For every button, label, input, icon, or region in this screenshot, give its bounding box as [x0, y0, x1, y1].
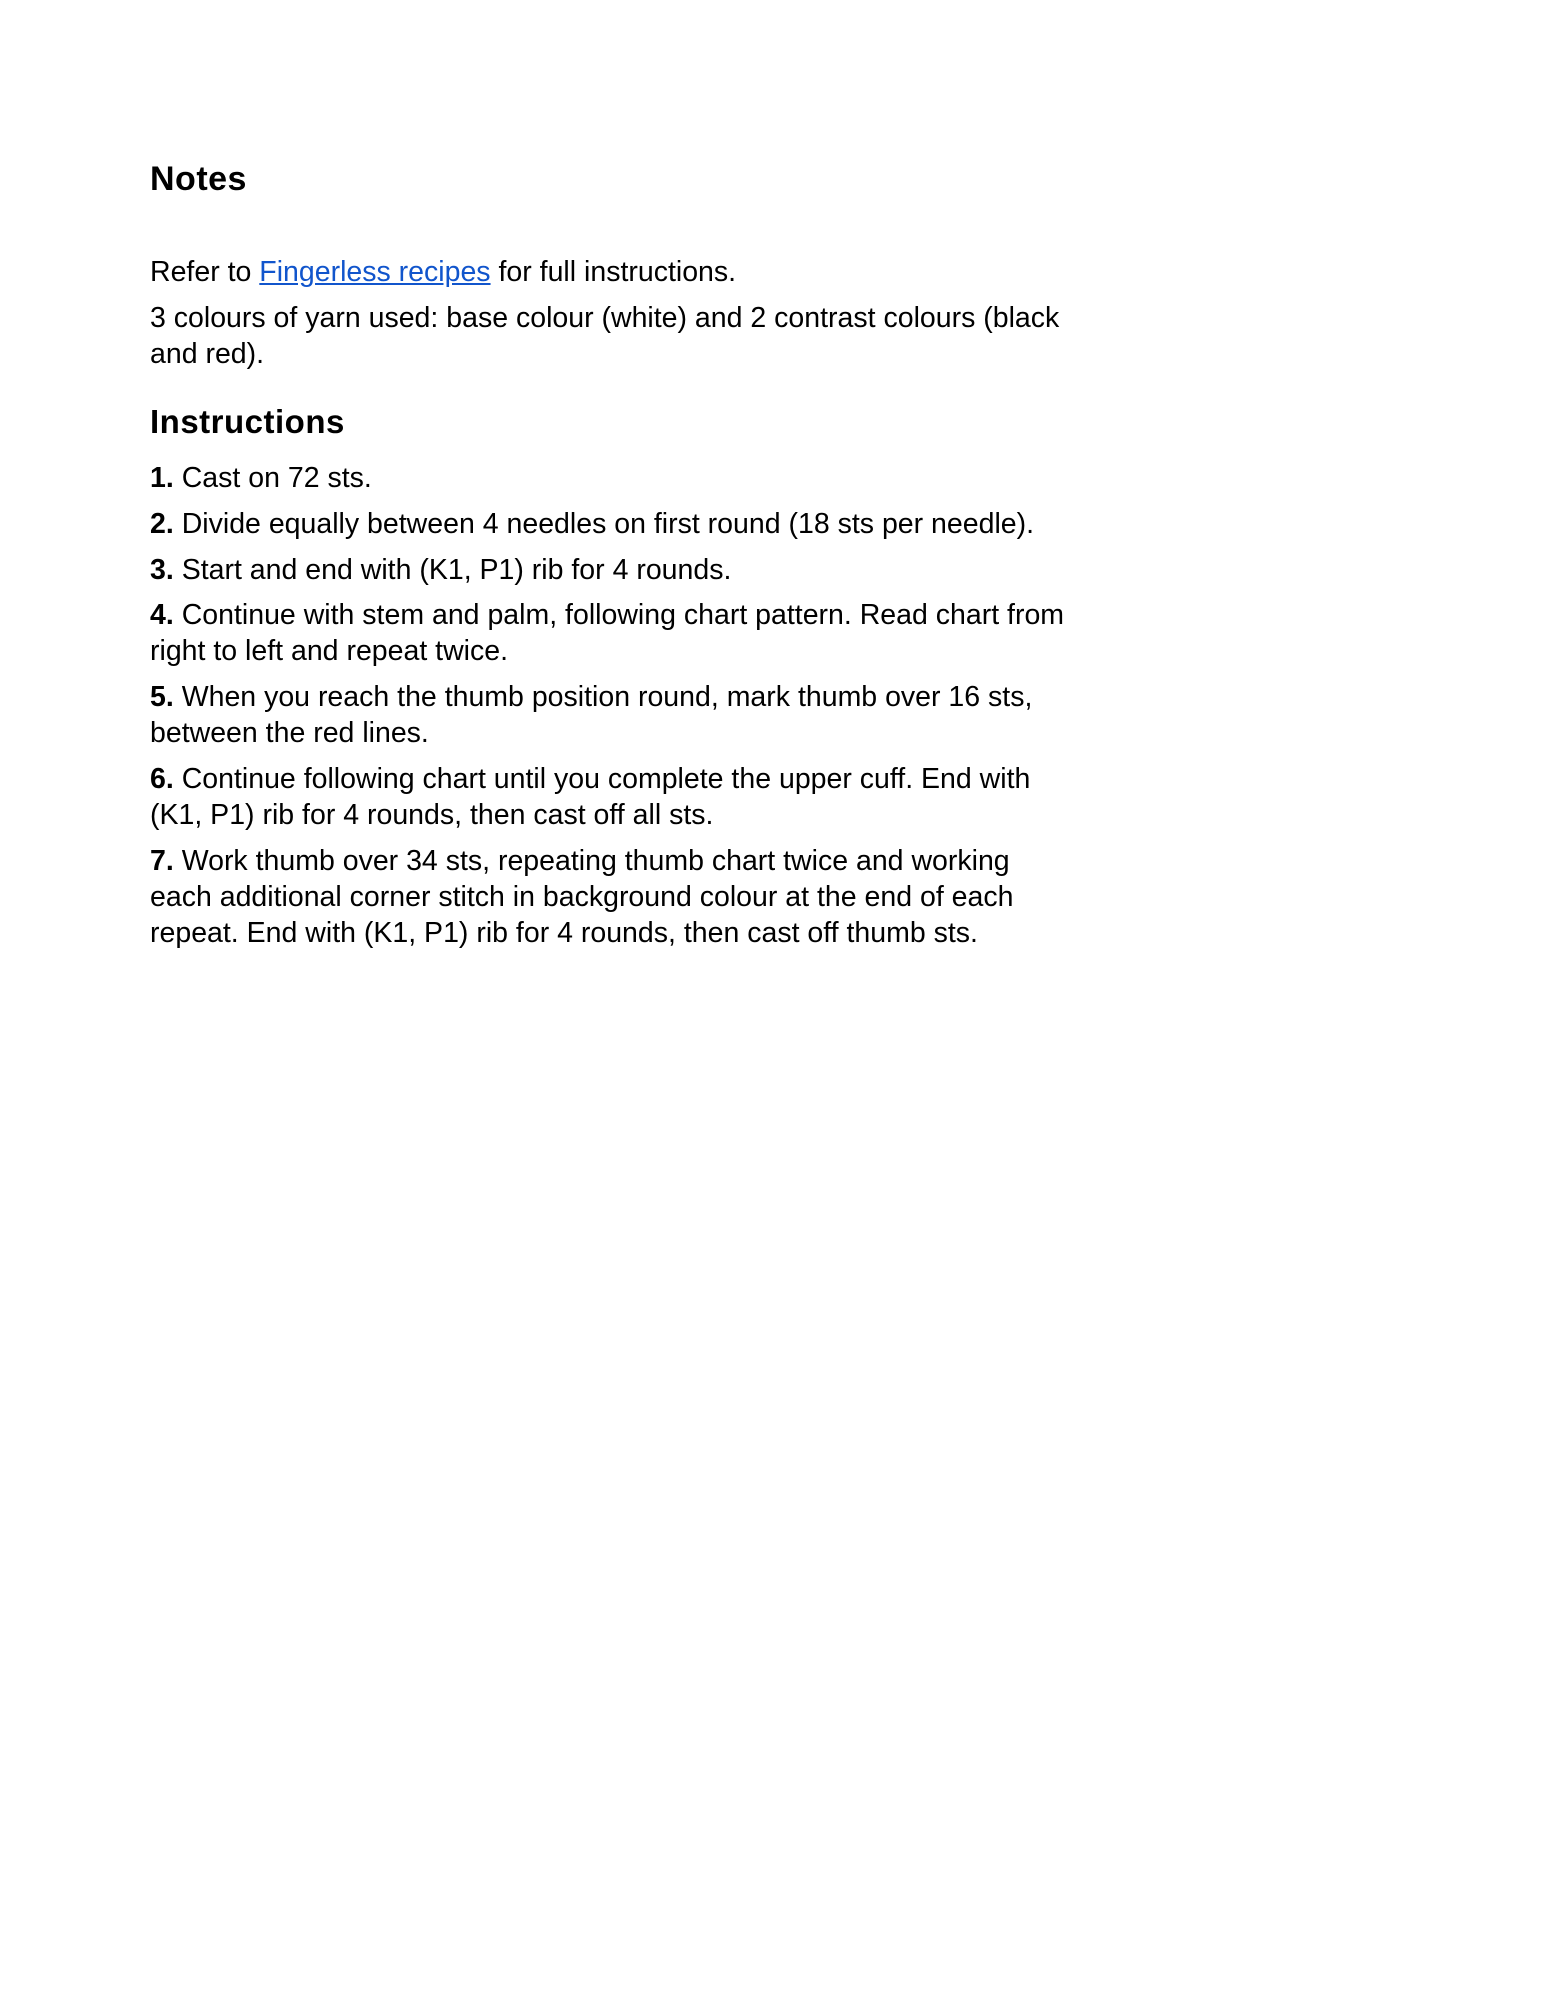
step-text: Continue with stem and palm, following chart pattern. Read chart from right to left and repeat twice. — [150, 599, 1065, 668]
step-text: Work thumb over 34 sts, repeating thumb chart twice and working each additional corner stitch in background colour at the end of each repeat. End with (K1, P1) rib for 4 rounds, then cast off thumb sts. — [150, 844, 1014, 949]
step-text: When you reach the thumb position round, mark thumb over 16 sts, between the red lines. — [150, 681, 1033, 750]
yarn-note-paragraph: 3 colours of yarn used: base colour (white) and 2 contrast colours (black and red). — [150, 301, 1060, 370]
step-item-7 — [150, 844, 1068, 952]
step-number: 3. — [150, 553, 174, 586]
instructions-heading: Instructions — [150, 402, 345, 440]
step-number: 1. — [150, 461, 174, 494]
refer-paragraph — [150, 255, 1068, 291]
step-text: Divide equally between 4 needles on first round (18 sts per needle). — [181, 507, 1035, 540]
step-text: Cast on 72 sts. — [181, 461, 372, 494]
notes-heading: Notes — [150, 160, 247, 198]
document-page — [150, 160, 1068, 962]
step-item-2 — [150, 507, 1068, 543]
refer-prefix-text: Refer to — [150, 256, 260, 288]
step-number: 2. — [150, 507, 174, 540]
step-item-4 — [150, 598, 1068, 670]
step-number: 5. — [150, 681, 174, 714]
step-number: 7. — [150, 844, 174, 877]
step-item-5 — [150, 680, 1068, 752]
step-text: Start and end with (K1, P1) rib for 4 rounds. — [181, 553, 732, 586]
step-item-1 — [150, 461, 1068, 497]
step-text: Continue following chart until you complete the upper cuff. End with (K1, P1) rib for 4 rounds, then cast off all sts. — [150, 763, 1031, 831]
refer-suffix-text: for full instructions. — [490, 256, 737, 288]
fingerless-recipes-link[interactable]: Fingerless recipes — [259, 256, 491, 288]
step-number: 4. — [150, 599, 174, 632]
step-number: 6. — [150, 763, 174, 796]
step-item-6 — [150, 762, 1068, 834]
step-item-3 — [150, 553, 1068, 589]
